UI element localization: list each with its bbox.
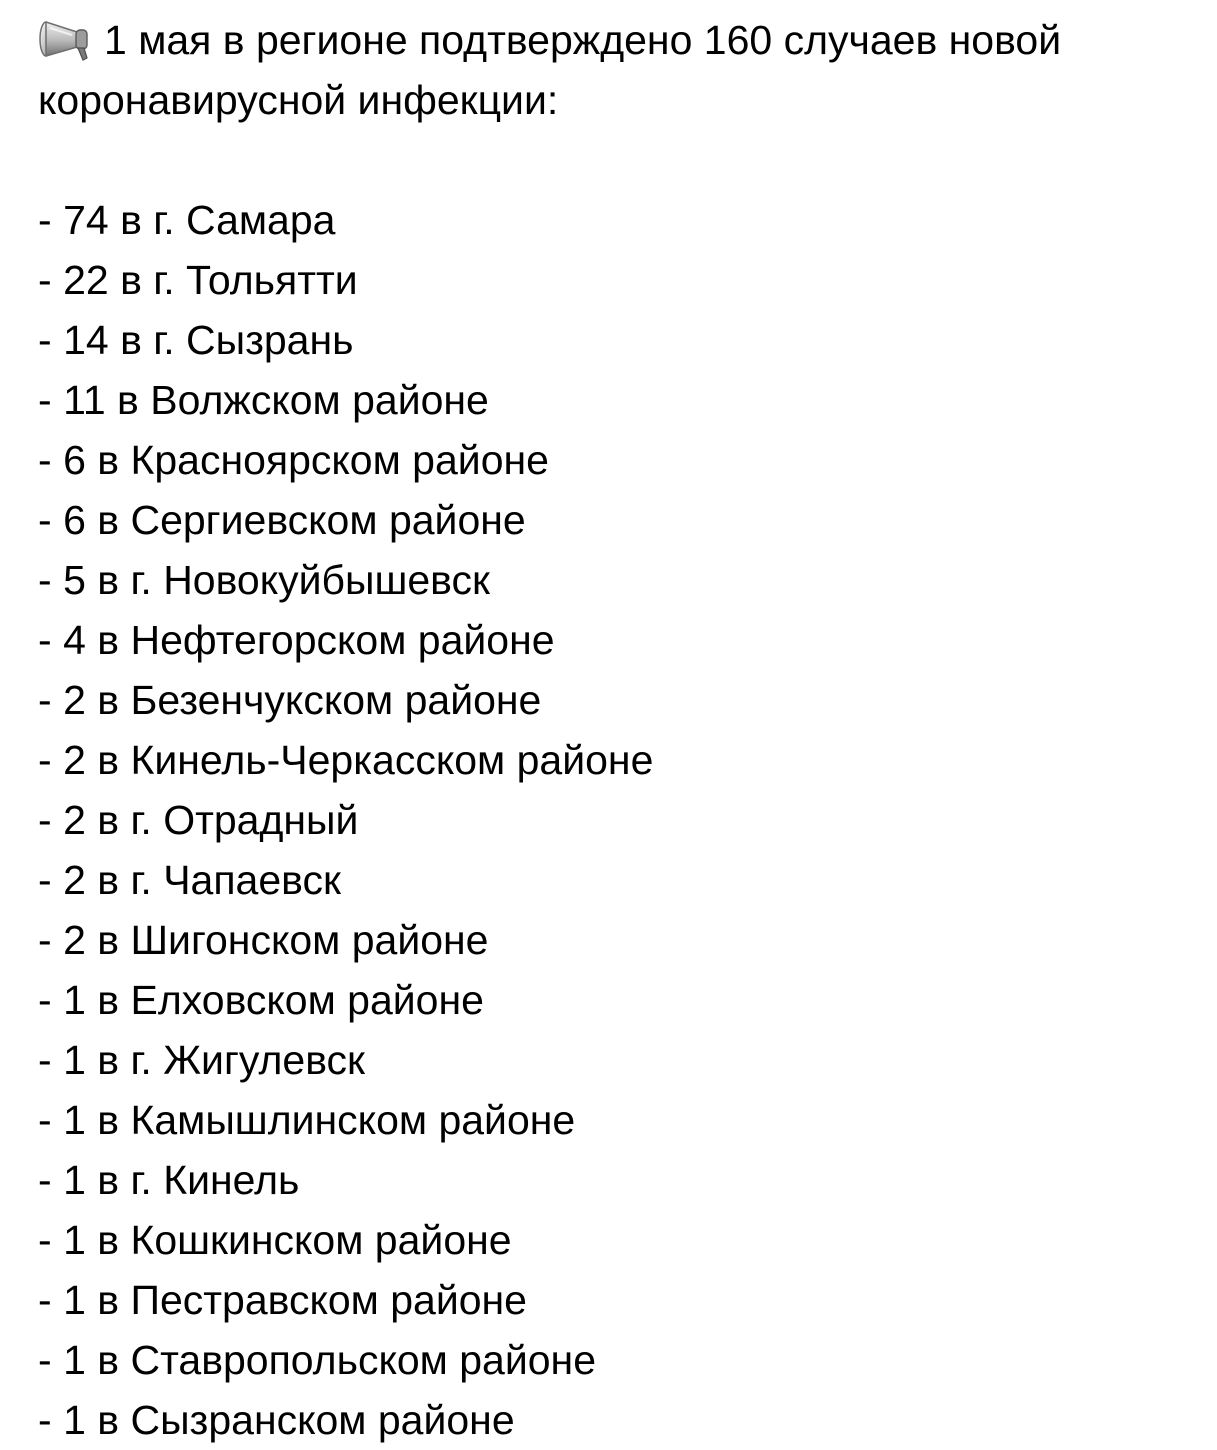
- case-count: 14: [63, 317, 109, 363]
- case-location: г. Жигулевск: [130, 1037, 365, 1083]
- case-item-1: [38, 250, 1208, 310]
- case-location: г. Сызрань: [153, 317, 354, 363]
- case-location: Камышлинском районе: [130, 1097, 576, 1143]
- case-list: [38, 190, 1208, 1450]
- case-location: Сызранском районе: [130, 1397, 515, 1443]
- case-count: 2: [63, 857, 86, 903]
- case-count: 11: [63, 377, 106, 423]
- case-count: 1: [63, 1397, 86, 1443]
- case-location: Безенчукском районе: [130, 677, 542, 723]
- case-preposition: в: [97, 497, 120, 543]
- case-item-9: [38, 730, 1208, 790]
- case-item-18: [38, 1270, 1208, 1330]
- case-preposition: в: [97, 1217, 120, 1263]
- case-item-7: [38, 610, 1208, 670]
- case-item-13: [38, 970, 1208, 1030]
- case-location: г. Самара: [153, 197, 336, 243]
- case-count: 4: [63, 617, 86, 663]
- case-dash: -: [38, 1397, 52, 1443]
- case-count: 1: [63, 1217, 86, 1263]
- case-count: 2: [63, 917, 86, 963]
- case-item-20: [38, 1390, 1208, 1450]
- case-count: 2: [63, 797, 86, 843]
- case-item-10: [38, 790, 1208, 850]
- case-item-16: [38, 1150, 1208, 1210]
- case-item-15: [38, 1090, 1208, 1150]
- case-location: г. Отрадный: [130, 797, 359, 843]
- case-dash: -: [38, 257, 52, 303]
- case-preposition: в: [97, 797, 120, 843]
- case-preposition: в: [97, 977, 120, 1023]
- case-item-3: [38, 370, 1208, 430]
- case-dash: -: [38, 197, 52, 243]
- case-count: 74: [63, 197, 109, 243]
- case-dash: -: [38, 497, 52, 543]
- case-preposition: в: [97, 1097, 120, 1143]
- headline-text: 1 мая в регионе подтверждено 160 случаев новой коронавирусной инфекции:: [38, 17, 1062, 123]
- case-dash: -: [38, 1157, 52, 1203]
- case-location: Волжском районе: [150, 377, 489, 423]
- case-count: 1: [63, 1337, 86, 1383]
- case-count: 2: [63, 737, 86, 783]
- case-location: Кошкинском районе: [130, 1217, 512, 1263]
- case-preposition: в: [120, 317, 142, 363]
- case-preposition: в: [97, 857, 120, 903]
- case-dash: -: [38, 437, 52, 483]
- case-dash: -: [38, 857, 52, 903]
- case-location: Пестравском районе: [130, 1277, 527, 1323]
- case-location: г. Новокуйбышевск: [130, 557, 490, 603]
- case-location: г. Кинель: [130, 1157, 300, 1203]
- case-item-5: [38, 490, 1208, 550]
- case-item-4: [38, 430, 1208, 490]
- case-dash: -: [38, 1217, 52, 1263]
- case-location: Нефтегорском районе: [130, 617, 555, 663]
- case-dash: -: [38, 377, 52, 423]
- message-headline: [38, 10, 1208, 130]
- case-preposition: в: [120, 197, 142, 243]
- case-location: Шигонском районе: [130, 917, 489, 963]
- case-preposition: в: [97, 1277, 120, 1323]
- case-preposition: в: [97, 1037, 120, 1083]
- case-location: г. Чапаевск: [130, 857, 341, 903]
- case-dash: -: [38, 557, 52, 603]
- case-dash: -: [38, 977, 52, 1023]
- case-count: 6: [63, 497, 86, 543]
- case-count: 1: [63, 977, 86, 1023]
- case-dash: -: [38, 917, 52, 963]
- case-dash: -: [38, 617, 52, 663]
- case-dash: -: [38, 677, 52, 723]
- case-preposition: в: [97, 1337, 120, 1383]
- case-count: 1: [63, 1037, 86, 1083]
- case-item-17: [38, 1210, 1208, 1270]
- case-dash: -: [38, 317, 52, 363]
- case-preposition: в: [97, 557, 120, 603]
- case-location: Ставропольском районе: [130, 1337, 597, 1383]
- case-count: 2: [63, 677, 86, 723]
- case-item-6: [38, 550, 1208, 610]
- case-preposition: в: [97, 1157, 120, 1203]
- message-text: [38, 10, 1208, 1450]
- case-dash: -: [38, 1337, 52, 1383]
- case-item-8: [38, 670, 1208, 730]
- case-item-19: [38, 1330, 1208, 1390]
- case-item-11: [38, 850, 1208, 910]
- case-dash: -: [38, 1277, 52, 1323]
- megaphone-icon: [38, 18, 96, 62]
- case-dash: -: [38, 797, 52, 843]
- case-location: Кинель-Черкасском районе: [130, 737, 654, 783]
- case-item-14: [38, 1030, 1208, 1090]
- case-preposition: в: [97, 677, 120, 723]
- case-count: 1: [63, 1277, 86, 1323]
- blank-line: [38, 130, 1208, 190]
- case-preposition: в: [97, 617, 120, 663]
- case-preposition: в: [120, 257, 142, 303]
- case-dash: -: [38, 1037, 52, 1083]
- case-count: 6: [63, 437, 86, 483]
- case-preposition: в: [97, 1397, 120, 1443]
- case-preposition: в: [97, 437, 120, 483]
- case-preposition: в: [97, 917, 120, 963]
- case-item-2: [38, 310, 1208, 370]
- case-count: 1: [63, 1097, 86, 1143]
- case-count: 5: [63, 557, 86, 603]
- case-location: г. Тольятти: [153, 257, 358, 303]
- case-count: 1: [63, 1157, 86, 1203]
- case-dash: -: [38, 737, 52, 783]
- case-location: Елховском районе: [130, 977, 484, 1023]
- case-item-12: [38, 910, 1208, 970]
- case-location: Красноярском районе: [130, 437, 549, 483]
- case-count: 22: [63, 257, 109, 303]
- case-preposition: в: [117, 377, 139, 423]
- case-location: Сергиевском районе: [130, 497, 526, 543]
- case-dash: -: [38, 1097, 52, 1143]
- case-item-0: [38, 190, 1208, 250]
- case-preposition: в: [97, 737, 120, 783]
